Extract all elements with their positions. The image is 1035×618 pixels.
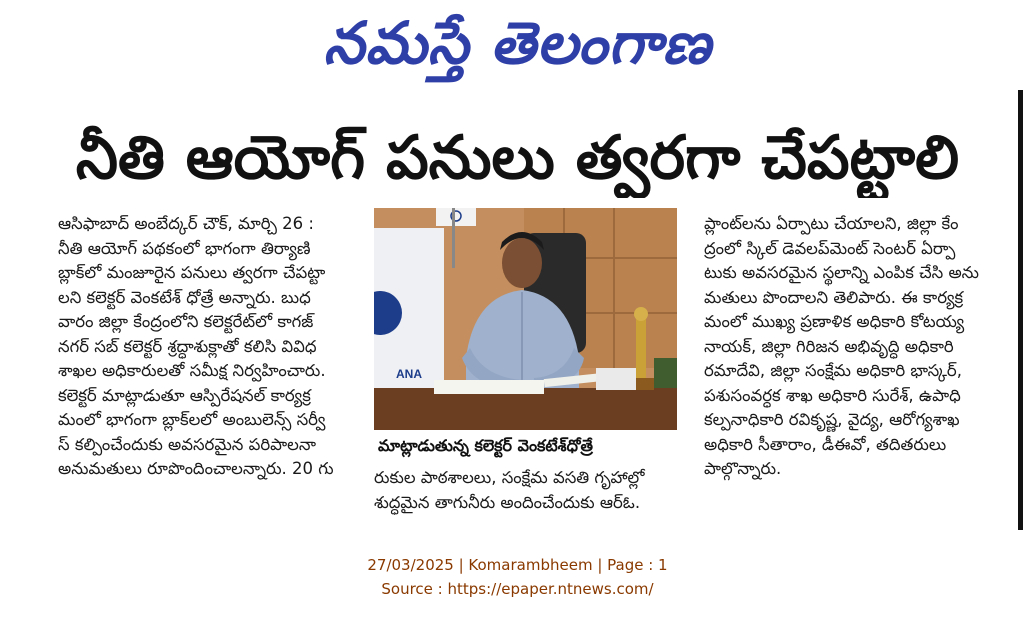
text-line: మంలో భాగంగా బ్లాక్‌లలో అంబులెన్స్ సర్వీ xyxy=(58,410,326,429)
article-column-center xyxy=(374,466,678,515)
text-line: అనుమతులు రూపొందించాలన్నారు. 20 గు xyxy=(58,459,334,478)
text-line: పాల్గొన్నారు. xyxy=(704,459,782,478)
text-line: కలెక్టర్ మాట్లాడుతూ ఆస్పిరేషనల్ కార్యక్ర xyxy=(58,385,311,405)
text-line: వారం జిల్లా కేంద్రంలోని కలెక్టరేట్‌లో కాగజ్ xyxy=(58,312,314,331)
text-line: రమాదేవి, జిల్లా సంక్షేమ అధికారి భాస్కర్, xyxy=(704,361,962,380)
text-line: శాఖల అధికారులతో సమీక్ష నిర్వహించారు. xyxy=(58,361,326,380)
text-line: మతులు పొందాలని తెలిపారు. ఈ కార్యక్ర xyxy=(704,287,964,307)
collector-photo-illustration xyxy=(374,208,677,430)
svg-text:ANA: ANA xyxy=(396,367,422,381)
text-line: రుకుల పాఠశాలలు, సంక్షేమ వసతి గృహాల్లో xyxy=(374,468,645,487)
text-line: లని కలెక్టర్ వెంకటేశ్ ధోత్రే అన్నారు. బుధ xyxy=(58,287,311,307)
text-line: మంలో ముఖ్య ప్రణాళిక అధికారి కోటయ్య xyxy=(704,312,965,331)
footer-date-line: 27/03/2025 | Komarambheem | Page : 1 xyxy=(367,556,668,574)
text-line: ద్రంలో స్కిల్ డెవలప్‌మెంట్ సెంటర్ ఏర్పా xyxy=(704,238,956,258)
text-line: నీతి ఆయోగ్ పథకంలో భాగంగా తిర్యాణి xyxy=(58,238,311,258)
article-headline: నీతి ఆయోగ్ పనులు త్వరగా చేపట్టాలి xyxy=(75,123,960,193)
text-line: బ్లాక్‌లో మంజూరైన పనులు త్వరగా చేపట్టా xyxy=(58,263,326,282)
text-line: నాయక్, జిల్లా గిరిజన అభివృద్ధి అధికారి xyxy=(704,336,954,356)
article-photo xyxy=(374,208,677,430)
text-line: ఆసిఫాబాద్ అంబేద్కర్ చౌక్, మార్చి 26 : xyxy=(58,214,314,233)
article-column-left xyxy=(58,212,364,482)
text-line: నగర్ సబ్ కలెక్టర్ శ్రద్ధాశుక్లాతో కలిసి వివిధ xyxy=(58,336,317,356)
article-column-right xyxy=(704,212,1012,482)
text-line: పశుసంవర్ధక శాఖ అధికారి సురేశ్, ఉపాధి xyxy=(704,385,961,405)
text-line: కల్పనాధికారి రవికృష్ణ, వైద్య, ఆరోగ్యశాఖ xyxy=(704,410,960,429)
text-line: స్ కల్పించేందుకు అవసరమైన పరిపాలనా xyxy=(58,434,316,454)
footer-source-link[interactable]: Source : https://epaper.ntnews.com/ xyxy=(381,580,654,598)
column-rule xyxy=(1018,90,1023,530)
photo-caption: మాట్లాడుతున్న కలెక్టర్ వెంకటేశ్‌ధోత్రే xyxy=(378,436,593,455)
text-line: ప్లాంట్‌లను ఏర్పాటు చేయాలని, జిల్లా కేం xyxy=(704,214,959,233)
text-line: శుద్ధమైన తాగునీరు అందించేందుకు ఆర్ఓ. xyxy=(374,492,641,512)
text-line: అధికారి సీతారాం, డీఈవో, తదితరులు xyxy=(704,434,947,454)
newspaper-masthead: నమస్తే తెలంగాణ xyxy=(323,9,712,77)
text-line: టుకు అవసరమైన స్థలాన్ని ఎంపిక చేసి అను xyxy=(704,263,979,282)
